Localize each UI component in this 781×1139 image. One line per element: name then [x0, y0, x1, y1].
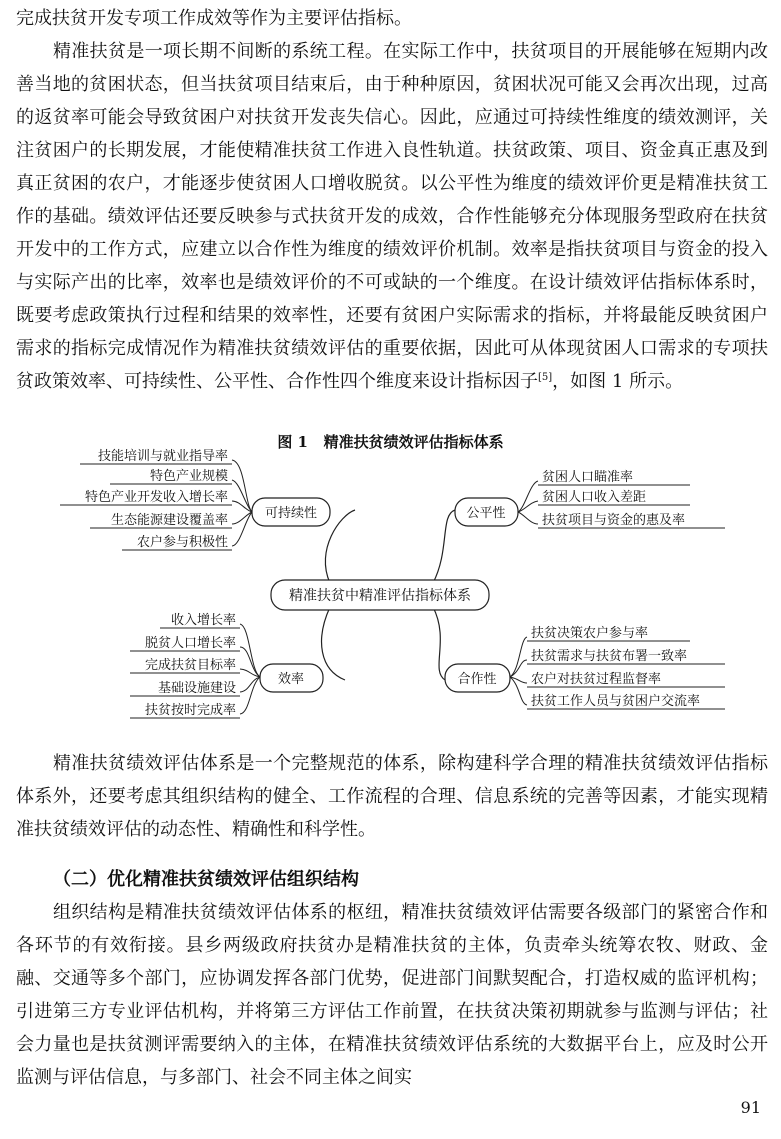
- leaf-cooperation-4: 扶贫工作人员与贫困户交流率: [531, 694, 701, 709]
- page-number: 91: [740, 1098, 761, 1117]
- connector-center-efficiency: [322, 607, 345, 680]
- leaf-sustainability-4: 生态能源建设覆盖率: [110, 513, 228, 528]
- paragraph-organization-structure: 组织结构是精准扶贫绩效评估体系的枢纽，精准扶贫绩效评估需要各级部门的紧密合作和各环节的有效衔接。县乡两级政府扶贫办是精准扶贫的主体，负责牵头统筹农牧、财政、金融、交通等多个部门，应协调发挥各部门优势，促进部门间默契配合，打造权威的监评机构；引进第三方专业评估机构，并将第三方评估工作前置，在扶贫决策初期就参与监测与评估；社会力量也是扶贫测评需要纳入的主体，在精准扶贫绩效评估系统的大数据平台上，应及时公开监测与评估信息，与多部门、社会不同主体之间实: [16, 902, 768, 1088]
- connector-center-cooperation: [433, 607, 445, 680]
- paragraph-evaluation-system: 精准扶贫绩效评估体系是一个完整规范的体系，除构建科学合理的精准扶贫绩效评估指标体系外，还要考虑其组织结构的健全、工作流程的合理、信息系统的完善等因素，才能实现精准扶贫绩效评估的动态性、精确性和科学性。: [16, 753, 768, 840]
- branch-label-efficiency: 效率: [277, 672, 305, 687]
- leaf-fairness-1: 贫困人口瞄准率: [542, 470, 634, 485]
- paragraph-continuation: 完成扶贫开发专项工作成效等作为主要评估指标。: [16, 8, 412, 29]
- branch-label-fairness: 公平性: [466, 506, 506, 521]
- branch-node-sustainability: [252, 498, 330, 526]
- leaf-efficiency-4: 基础设施建设: [157, 681, 236, 696]
- paragraph-tail: ，如图 1 所示。: [552, 371, 684, 392]
- paragraph-body: 精准扶贫是一项长期不间断的系统工程。在实际工作中，扶贫项目的开展能够在短期内改善当地的贫困状态，但当扶贫项目结束后，由于种种原因，贫困状况可能又会再次出现，过高的返贫率可能会导致贫困户对扶贫开发丧失信心。因此，应通过可持续性维度的绩效测评，关注贫困户的长期发展，才能使精准扶贫工作进入良性轨道。扶贫政策、项目、资金真正惠及到真正贫困的农户，才能逐步使贫困人口增收脱贫。以公平性为维度的绩效评价更是精准扶贫工作的基础。绩效评估还要反映参与式扶贫开发的成效，合作性能够充分体现服务型政府在扶贫开发中的工作方式，应建立以合作性为维度的绩效评价机制。效率是指扶贫项目与资金的投入与实际产出的比率，效率也是绩效评价的不可或缺的一个维度。在设计绩效评估指标体系时，既要考虑政策执行过程和结果的效率性，还要有贫困户实际需求的指标，并将最能反映贫困户需求的指标完成情况作为精准扶贫绩效评估的重要依据，因此可从体现贫困人口需求的专项扶贫政策效率、可持续性、公平性、合作性四个维度来设计指标因子: [16, 41, 768, 392]
- leaf-cooperation-2: 扶贫需求与扶贫布署一致率: [531, 649, 688, 664]
- leaf-efficiency-3: 完成扶贫目标率: [144, 658, 236, 673]
- branch-node-efficiency: [260, 664, 323, 692]
- leaf-sustainability-3: 特色产业开发收入增长率: [84, 490, 228, 505]
- leaf-efficiency-2: 脱贫人口增长率: [144, 636, 236, 651]
- paragraph-performance-dimensions: [16, 35, 768, 398]
- leaf-efficiency-5: 扶贫按时完成率: [144, 703, 236, 718]
- figure-number: 图 1: [277, 433, 308, 451]
- branch-label-cooperation: 合作性: [457, 672, 497, 687]
- citation-reference: [5]: [538, 372, 553, 383]
- mind-map-diagram: [0, 440, 781, 740]
- center-node: [271, 580, 489, 610]
- leaf-sustainability-1: 技能培训与就业指导率: [97, 449, 228, 464]
- leaf-sustainability-2: 特色产业规模: [149, 469, 228, 484]
- leaf-fairness-2: 贫困人口收入差距: [542, 490, 647, 505]
- leaf-fairness-3: 扶贫项目与资金的惠及率: [542, 513, 686, 528]
- branch-label-sustainability: 可持续性: [264, 506, 318, 521]
- leaf-cooperation-3: 农户对扶贫过程监督率: [531, 672, 662, 687]
- leaf-sustainability-5: 农户参与积极性: [136, 535, 228, 550]
- leaf-cooperation-1: 扶贫决策农户参与率: [531, 626, 649, 641]
- connector-center-fairness: [433, 510, 455, 583]
- center-node-label: 精准扶贫中精准评估指标体系: [289, 588, 471, 604]
- branch-node-cooperation: [445, 664, 510, 692]
- leaf-efficiency-1: 收入增长率: [170, 613, 236, 628]
- section-heading: （二）优化精准扶贫绩效评估组织结构: [53, 869, 359, 890]
- figure-title: 精准扶贫绩效评估指标体系: [323, 433, 504, 451]
- branch-node-fairness: [455, 498, 518, 526]
- connector-center-sustainability: [325, 510, 355, 583]
